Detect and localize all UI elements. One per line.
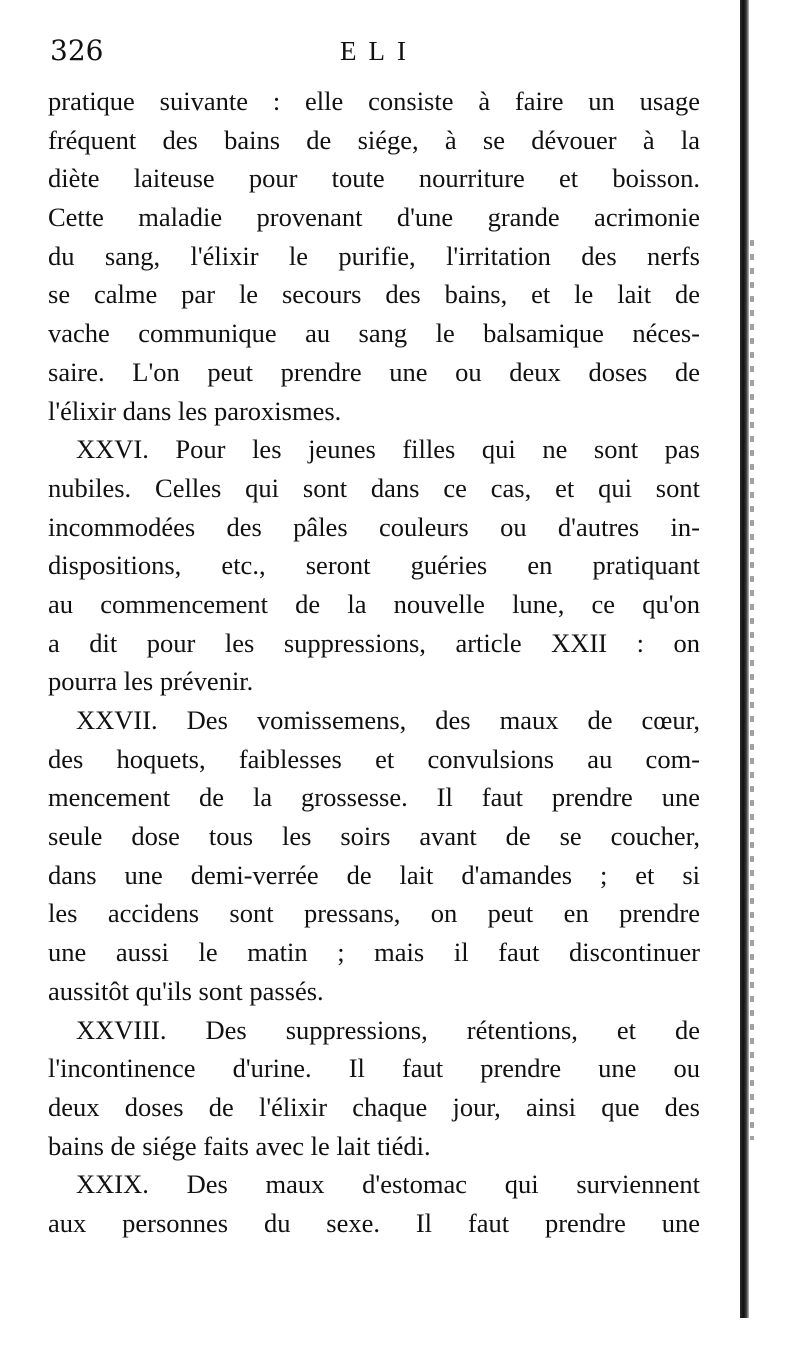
text-line: au commencement de la nouvelle lune, ce qu'on: [48, 588, 700, 619]
section-heading-line: XXVII. Des vomissemens, des maux de cœur,: [76, 705, 700, 735]
page-edge-shadow: [740, 0, 749, 1318]
text-line: l'élixir dans les paroxismes.: [48, 395, 342, 426]
running-title: ELI: [340, 36, 418, 66]
text-line: dans une demi-verrée de lait d'amandes ; et si: [48, 859, 700, 890]
text-line: une aussi le matin ; mais il faut discontinuer: [48, 937, 700, 968]
text-line: des hoquets, faiblesses et convulsions au com-: [48, 743, 700, 774]
page-number: 326: [50, 34, 104, 67]
text-line: bains de siége faits avec le lait tiédi.: [48, 1130, 431, 1161]
text-line: se calme par le secours des bains, et le lait de: [48, 279, 700, 310]
text-line: aux personnes du sexe. Il faut prendre une: [48, 1207, 700, 1238]
body-text: [48, 82, 700, 1243]
text-line: deux doses de l'élixir chaque jour, ainsi que des: [48, 1091, 700, 1122]
text-line: du sang, l'élixir le purifie, l'irritation des nerfs: [48, 240, 700, 271]
text-line: vache communique au sang le balsamique néces-: [48, 318, 700, 349]
section-heading-line: XXIX. Des maux d'estomac qui surviennent: [76, 1169, 700, 1200]
section-heading-line: XXVI. Pour les jeunes filles qui ne sont pas: [76, 434, 700, 465]
text-line: seule dose tous les soirs avant de se coucher,: [48, 821, 700, 852]
text-line: saire. L'on peut prendre une ou deux doses de: [48, 356, 700, 387]
text-line: pratique suivante : elle consiste à faire un usage: [48, 86, 700, 116]
text-line: a dit pour les suppressions, article XXII : on: [48, 627, 700, 658]
text-line: pourra les prévenir.: [48, 666, 254, 697]
text-line: nubiles. Celles qui sont dans ce cas, et qui sont: [48, 472, 700, 503]
text-line: mencement de la grossesse. Il faut prendre une: [48, 782, 700, 813]
text-line: aussitôt qu'ils sont passés.: [48, 975, 324, 1006]
text-line: les accidens sont pressans, on peut en prendre: [48, 898, 700, 929]
text-line: dispositions, etc., seront guéries en pratiquant: [48, 550, 700, 581]
text-line: incommodées des pâles couleurs ou d'autres in-: [48, 511, 700, 542]
section-heading-line: XXVIII. Des suppressions, rétentions, et de: [76, 1014, 700, 1045]
text-line: fréquent des bains de siége, à se dévouer à la: [48, 124, 700, 155]
text-line: l'incontinence d'urine. Il faut prendre une ou: [48, 1053, 700, 1084]
page-header: [50, 34, 705, 74]
text-line: diète laiteuse pour toute nourriture et boisson.: [48, 163, 700, 194]
text-line: Cette maladie provenant d'une grande acrimonie: [48, 202, 700, 233]
